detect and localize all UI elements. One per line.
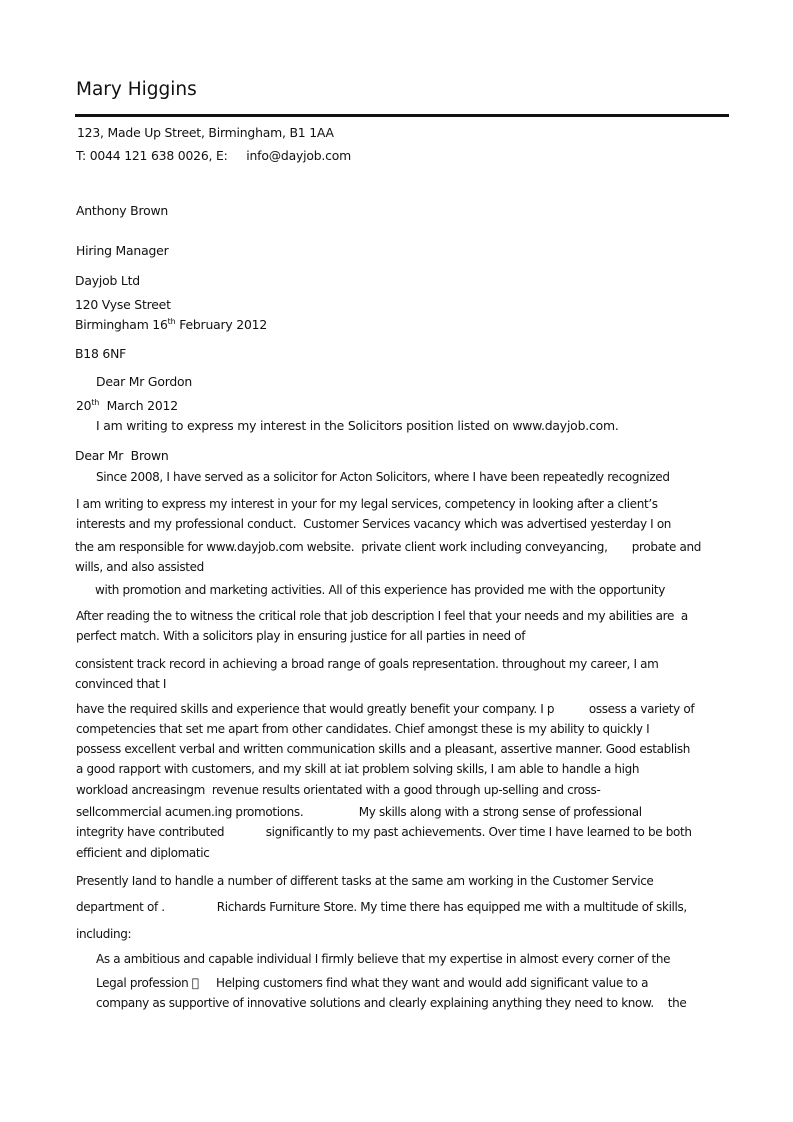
sender-address: 123, Made Up Street, Birmingham, B1 1AA bbox=[77, 125, 334, 140]
body-line: integrity have contributed significantly to my past achievements. Over time I have learned to be both bbox=[76, 825, 692, 839]
recipient-postcode: B18 6NF bbox=[75, 346, 127, 361]
body-line: convinced that I bbox=[75, 677, 167, 691]
body-line: competencies that set me apart from other candidates. Chief amongst these is my ability to quickly I bbox=[76, 722, 650, 736]
body-line: Legal profession   Helping customers find what they want and would add significant value to a bbox=[96, 976, 649, 990]
body-line: have the required skills and experience that would greatly benefit your company. I p ossess a variety of bbox=[76, 702, 695, 716]
body-line: efficient and diplomatic bbox=[76, 846, 210, 860]
city-date-sup: th bbox=[167, 316, 176, 326]
body-line: perfect match. With a solicitors play in ensuring justice for all parties in need of bbox=[76, 629, 526, 643]
body-line: Presently Iand to handle a number of different tasks at the same am working in the Customer Service bbox=[76, 874, 654, 888]
body-line: Since 2008, I have served as a solicitor for Acton Solicitors, where I have been repeatedly recognized bbox=[96, 470, 670, 484]
body-line: I am writing to express my interest in your for my legal services, competency in looking after a client’s bbox=[76, 497, 658, 511]
body-line: with promotion and marketing activities. All of this experience has provided me with the opportunity bbox=[95, 583, 666, 597]
salutation-brown: Dear Mr Brown bbox=[75, 448, 169, 463]
salutation-gordon: Dear Mr Gordon bbox=[96, 374, 193, 389]
recipient-name: Anthony Brown bbox=[76, 203, 169, 218]
body-line: consistent track record in achieving a broad range of goals representation. throughout my career, I am bbox=[75, 657, 659, 671]
recipient-company: Dayjob Ltd bbox=[75, 273, 140, 288]
body-line: I am writing to express my interest in the Solicitors position listed on www.dayjob.com. bbox=[96, 418, 619, 433]
date-day: 20 bbox=[76, 398, 92, 413]
body-line: company as supportive of innovative solutions and clearly explaining anything they need to know. the bbox=[96, 996, 687, 1010]
date-rest: March 2012 bbox=[99, 398, 178, 413]
body-line: After reading the to witness the critical role that job description I feel that your needs and my abilities are a bbox=[76, 609, 688, 623]
body-line: possess excellent verbal and written communication skills and a pleasant, assertive manner. Good establish bbox=[76, 742, 691, 756]
header-divider bbox=[75, 114, 729, 117]
recipient-title: Hiring Manager bbox=[76, 243, 169, 258]
letter-date bbox=[76, 398, 178, 414]
body-line: interests and my professional conduct. Customer Services vacancy which was advertised yesterday I on bbox=[76, 517, 672, 531]
city-date-prefix: Birmingham 16 bbox=[75, 317, 168, 332]
recipient-city-date bbox=[75, 317, 267, 333]
body-line: the am responsible for www.dayjob.com website. private client work including conveyancing, probate and bbox=[75, 540, 702, 554]
body-line: sellcommercial acumen.ing promotions. My skills along with a strong sense of professional bbox=[76, 805, 642, 819]
sender-name: Mary Higgins bbox=[76, 79, 197, 100]
body-line: department of . Richards Furniture Store. My time there has equipped me with a multitude of skills, bbox=[76, 900, 687, 914]
city-date-suffix: February 2012 bbox=[175, 317, 267, 332]
date-sup: th bbox=[91, 397, 100, 407]
body-line: including: bbox=[76, 927, 132, 941]
body-line: workload ancreasingm revenue results orientated with a good through up-selling and cross- bbox=[76, 783, 601, 797]
body-line: a good rapport with customers, and my skill at iat problem solving skills, I am able to handle a high bbox=[76, 762, 640, 776]
sender-contact: T: 0044 121 638 0026, E: info@dayjob.com bbox=[76, 148, 351, 163]
recipient-street: 120 Vyse Street bbox=[75, 297, 171, 312]
body-line: wills, and also assisted bbox=[75, 560, 204, 574]
body-line: As a ambitious and capable individual I firmly believe that my expertise in almost every corner of the bbox=[96, 952, 671, 966]
